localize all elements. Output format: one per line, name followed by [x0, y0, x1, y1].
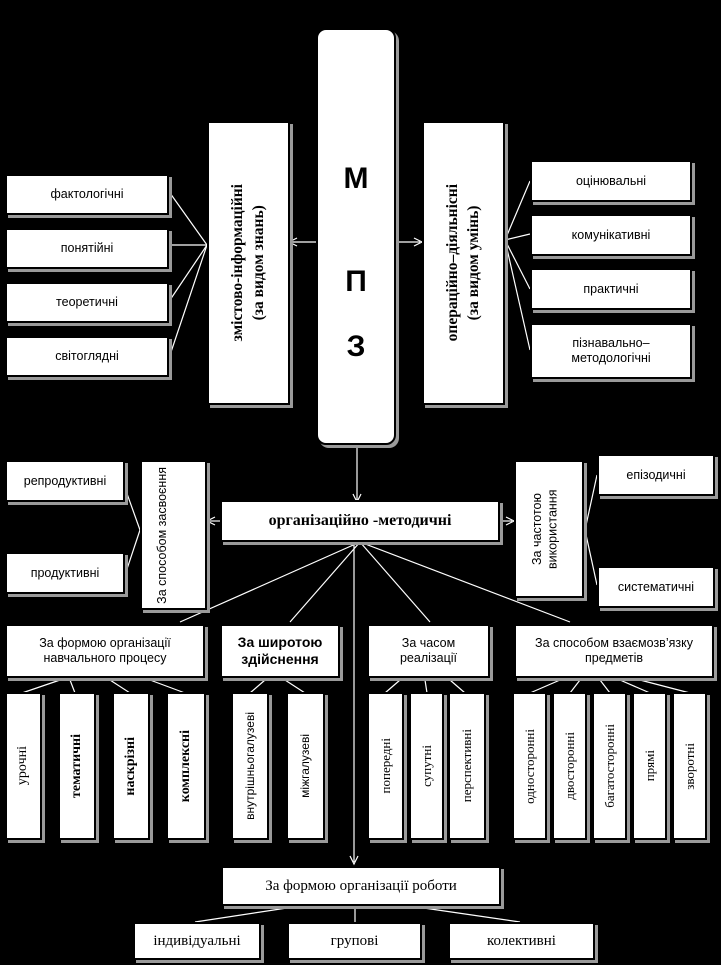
work-form-box: За формою організації роботи [221, 866, 501, 906]
left-item-worldview: світоглядні [5, 336, 169, 377]
center-letter-p: П [345, 265, 367, 298]
right-item-evaluative: оцінювальні [530, 160, 692, 202]
work-item-individual: індивідуальні [133, 922, 261, 960]
assimilation-item-productive: продуктивні [5, 552, 125, 594]
process-form-box: За формою організації навчального процесу [5, 624, 205, 678]
relation-item-reverse: зворотні [672, 692, 707, 840]
process-item-thematic: тематичні [58, 692, 96, 840]
assimilation-label: За способом засвоєння [154, 466, 169, 604]
relation-item-one-sided: односторонні [512, 692, 547, 840]
relation-item-direct: прямі [632, 692, 667, 840]
relation-item-two-sided: двосторонні [552, 692, 587, 840]
left-item-conceptual: понятійні [5, 228, 169, 269]
operational-activity-subtitle: (за видом умінь) [464, 205, 482, 321]
breadth-item-inter-branch: міжгалузеві [286, 692, 325, 840]
process-item-complex: комплексні [166, 692, 206, 840]
content-informational-box [207, 121, 290, 405]
operational-activity-box [422, 121, 505, 405]
frequency-item-systematic: систематичні [597, 566, 715, 608]
center-letter-z: З [346, 330, 366, 363]
assimilation-box [140, 460, 207, 610]
process-item-cross-cutting: наскрізні [112, 692, 150, 840]
time-item-concurrent: супутні [409, 692, 444, 840]
work-item-collective: колективні [448, 922, 595, 960]
right-item-cognitive-methodological: пізнавально– методологічні [530, 323, 692, 379]
assimilation-item-reproductive: репродуктивні [5, 460, 125, 502]
right-item-communicative: комунікативні [530, 214, 692, 256]
breadth-item-intra-branch: внутрішньогалузеві [231, 692, 269, 840]
operational-activity-title: операційно–діяльнісні [443, 184, 461, 342]
process-item-lesson: урочні [5, 692, 42, 840]
relation-box: За способом взаємозв’язку предметів [514, 624, 714, 678]
content-informational-subtitle: (за видом знань) [249, 205, 267, 321]
left-item-theoretical: теоретичні [5, 282, 169, 323]
relation-item-multi-sided: багатосторонні [592, 692, 627, 840]
left-item-factological: фактологічні [5, 174, 169, 215]
time-item-prospective: перспективні [448, 692, 486, 840]
time-item-preceding: попередні [367, 692, 404, 840]
time-box: За часом реалізації [367, 624, 490, 678]
frequency-item-episodic: епізодичні [597, 454, 715, 496]
breadth-box: За широтою здійснення [220, 624, 340, 678]
center-letter-m: М [343, 162, 369, 195]
right-item-practical: практичні [530, 268, 692, 310]
work-item-group: групові [287, 922, 422, 960]
organizational-methodical-box: організаційно -методичні [220, 500, 500, 542]
frequency-label: За частотою використання [530, 489, 560, 569]
frequency-box [514, 460, 584, 598]
mpz-center-column [316, 28, 396, 445]
content-informational-title: змістово-інформаційні [228, 184, 246, 342]
